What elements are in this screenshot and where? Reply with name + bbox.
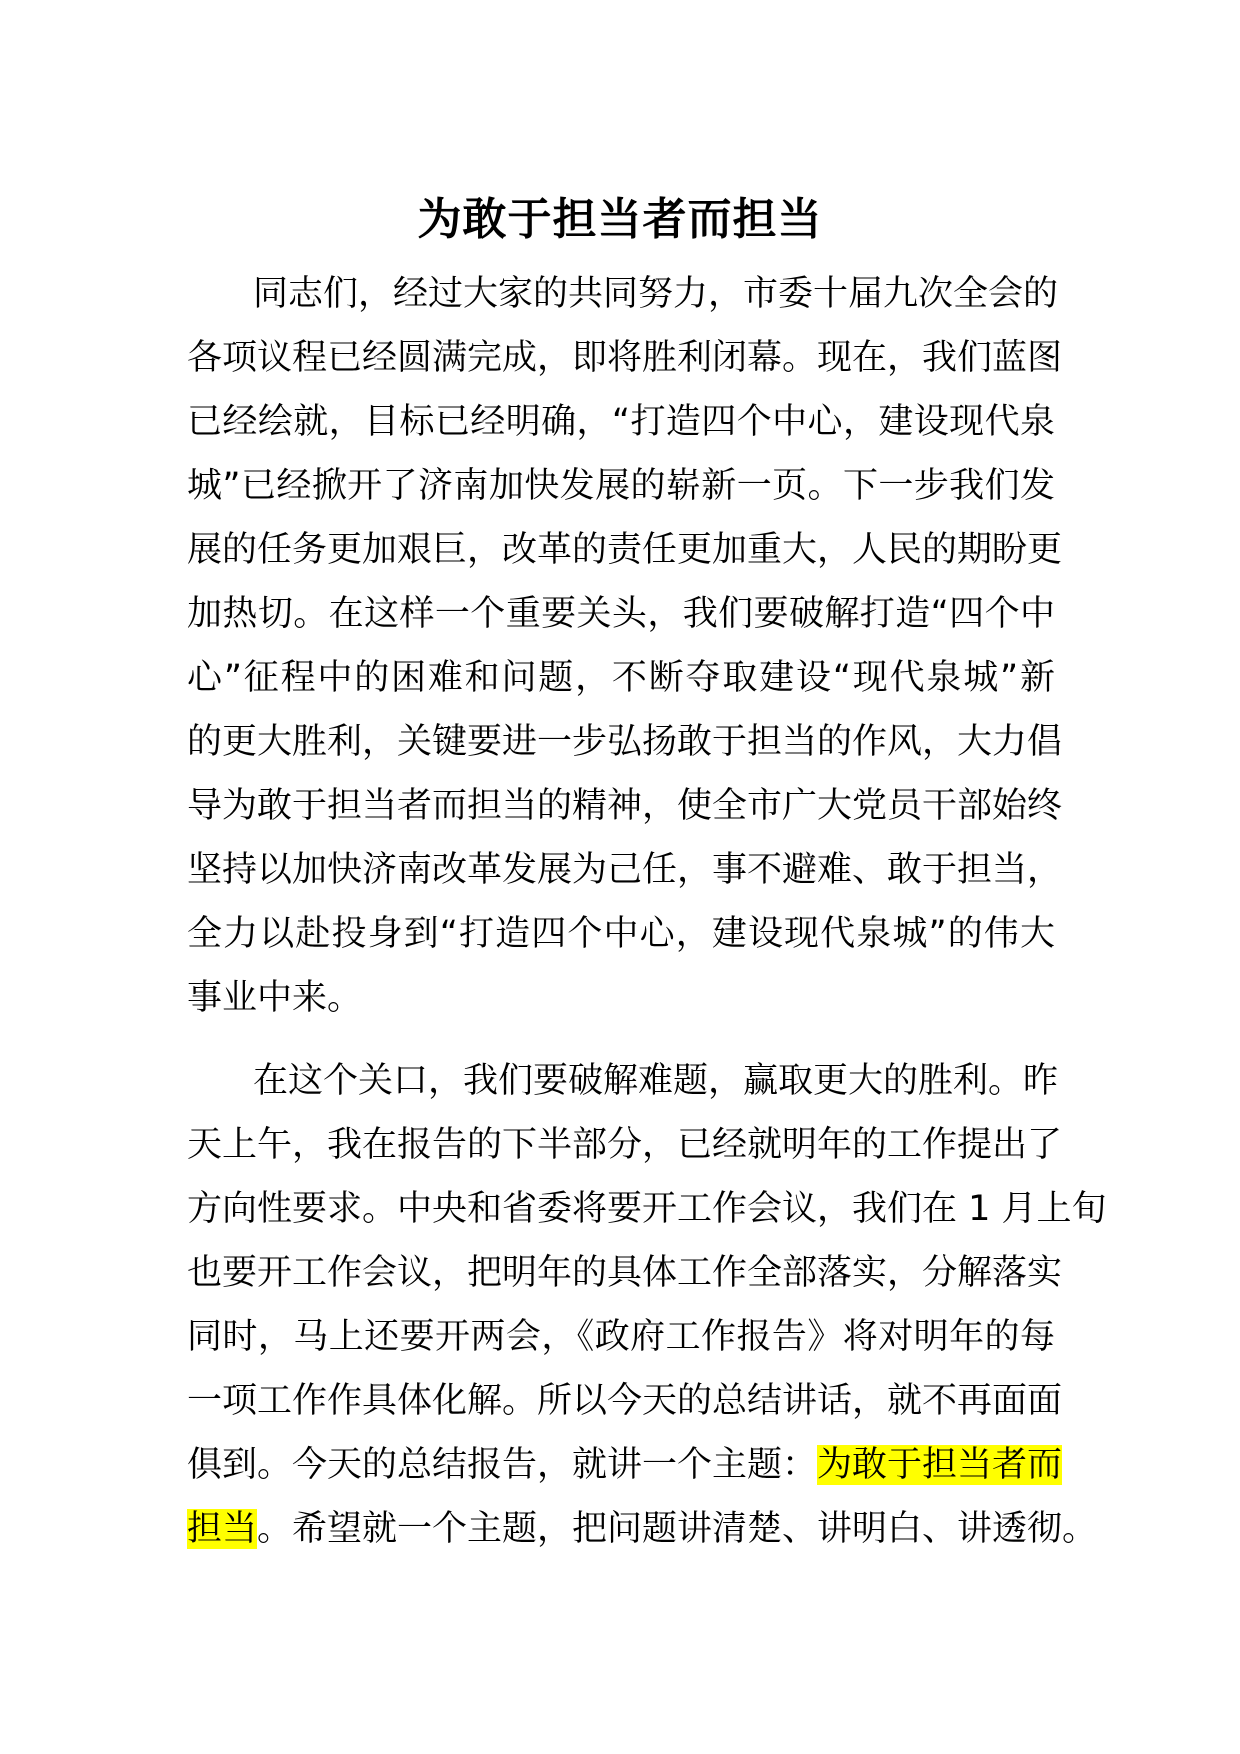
paragraph-line: 天上午，我在报告的下半部分，已经就明年的工作提出了 (187, 1125, 1063, 1165)
paragraph-line: 展的任务更加艰巨，改革的责任更加重大，人民的期盼更 (187, 530, 1063, 570)
paragraph-line: 方向性要求。中央和省委将要开工作会议，我们在 1 月上旬 (187, 1189, 1107, 1229)
paragraph-line: 同时，马上还要开两会，《政府工作报告》将对明年的每 (187, 1317, 1055, 1357)
paragraph-1 (187, 262, 1063, 1030)
paragraph-line: 的更大胜利，关键要进一步弘扬敢于担当的作风，大力倡 (187, 722, 1063, 762)
paragraph-line: 已经绘就，目标已经明确，“打造四个中心，建设现代泉 (187, 402, 1055, 442)
highlighted-text: 为敢于担当者而 (817, 1445, 1063, 1485)
paragraph-line: 全力以赴投身到“打造四个中心，建设现代泉城”的伟大 (187, 914, 1055, 954)
paragraph-line: 也要开工作会议，把明年的具体工作全部落实，分解落实 (187, 1253, 1063, 1293)
paragraph-line (187, 1497, 1098, 1561)
paragraph-line: 城”已经掀开了济南加快发展的崭新一页。下一步我们发 (187, 466, 1055, 506)
paragraph-line (187, 1433, 1063, 1497)
highlighted-text: 担当 (187, 1509, 258, 1549)
paragraph-line: 心”征程中的困难和问题，不断夺取建设“现代泉城”新 (187, 658, 1055, 698)
paragraph-2 (187, 1049, 1107, 1561)
paragraph-line: 在这个关口，我们要破解难题，赢取更大的胜利。昨 (253, 1061, 1059, 1101)
paragraph-line: 一项工作作具体化解。所以今天的总结讲话，就不再面面 (187, 1381, 1063, 1421)
paragraph-line: 导为敢于担当者而担当的精神，使全市广大党员干部始终 (187, 786, 1063, 826)
paragraph-line: 同志们，经过大家的共同努力，市委十届九次全会的 (253, 274, 1059, 314)
document-title: 为敢于担当者而担当 (417, 194, 823, 245)
paragraph-line: 坚持以加快济南改革发展为己任，事不避难、敢于担当， (187, 850, 1063, 890)
paragraph-line: 事业中来。 (187, 978, 363, 1018)
paragraph-line: 各项议程已经圆满完成，即将胜利闭幕。现在，我们蓝图 (187, 338, 1063, 378)
paragraph-text: 俱到。今天的总结报告，就讲一个主题： (187, 1445, 818, 1485)
paragraph-line: 加热切。在这样一个重要关头，我们要破解打造“四个中 (187, 594, 1055, 634)
paragraph-text: 。希望就一个主题，把问题讲清楚、讲明白、讲透彻。 (257, 1509, 1098, 1549)
